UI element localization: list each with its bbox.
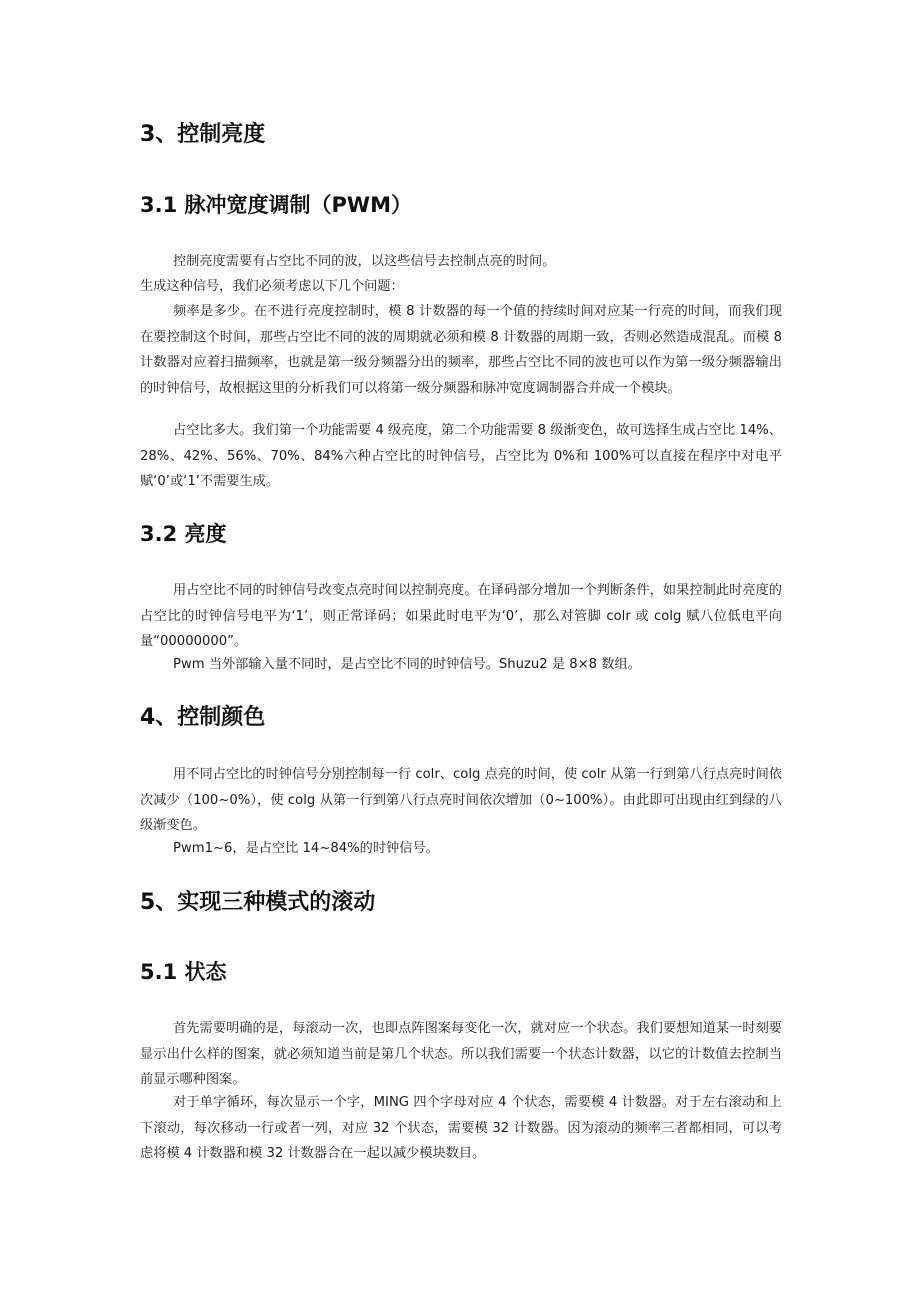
heading-section-5: 5、实现三种模式的滚动 [140,890,376,915]
heading-section-3-2: 3.2 亮度 [140,522,227,546]
paragraph-5-1-counters: 对于单字循环，每次显示一个字，MING 四个字母对应 4 个状态，需要模 4 计数器。对于左右滚动和上下滚动，每次移动一行或者一列，对应 32 个状态，需要模 32 计数器。因为滚动的频率三者都相同，可以考虑将模 4 计数器和模 32 计数器合在一起以减少模块数目。 [140,1095,782,1161]
paragraph-3-2-brightness: 用占空比不同的时钟信号改变点亮时间以控制亮度。在译码部分增加一个判断条件，如果控制此时亮度的占空比的时钟信号电平为‘1’，则正常译码；如果此时电平为‘0’，那么对管脚 colr 或 colg 赋八位低电平向量“00000000”。 [140,583,782,649]
paragraph-5-1-state: 首先需要明确的是，每滚动一次，也即点阵图案每变化一次，就对应一个状态。我们要想知道某一时刻要显示出什么样的图案，就必须知道当前是第几个状态。所以我们需要一个状态计数器，以它的计数值去控制当前显示哪种图案。 [140,1021,782,1087]
heading-section-4: 4、控制颜色 [140,705,266,730]
paragraph-3-1-frequency: 频率是多少。在不进行亮度控制时，模 8 计数器的每一个值的持续时间对应某一行亮的时间，而我们现在要控制这个时间，那些占空比不同的波的周期就必须和模 8 计数器的周期一致，否则必然造成混乱。而模 8 计数器对应着扫描频率，也就是第一级分频器分出的频率，那些占空比不同的波也可以作为第一级分频器输出的时钟信号，故根据这里的分析我们可以将第一级分频器和脉冲宽度调制器合并成一个模块。 [140,304,782,396]
paragraph-3-2-pwm: Pwm 当外部输入量不同时，是占空比不同的时钟信号。Shuzu2 是 8×8 数组。 [173,657,641,672]
heading-section-5-1: 5.1 状态 [140,960,227,984]
paragraph-3-1-questions: 生成这种信号，我们必须考虑以下几个问题： [140,279,404,294]
paragraph-4-color: 用不同占空比的时钟信号分别控制每一行 colr、colg 点亮的时间，使 colr 从第一行到第八行点亮时间依次减少（100~0%），使 colg 从第一行到第八行点亮时间依次增加（0~100%）。由此即可出现由红到绿的八级渐变色。 [140,767,782,833]
paragraph-3-1-duty-cycle: 占空比多大。我们第一个功能需要 4 级亮度，第二个功能需要 8 级渐变色，故可选择生成占空比 14%、28%、42%、56%、70%、84%六种占空比的时钟信号，占空比为 0%和 100%可以直接在程序中对电平赋‘0’或‘1’不需要生成。 [140,423,782,489]
paragraph-4-pwm: Pwm1~6，是占空比 14~84%的时钟信号。 [173,841,439,856]
paragraph-3-1-intro: 控制亮度需要有占空比不同的波，以这些信号去控制点亮的时间。 [173,254,556,269]
heading-section-3: 3、控制亮度 [140,122,266,147]
heading-section-3-1: 3.1 脉冲宽度调制（PWM） [140,193,412,217]
